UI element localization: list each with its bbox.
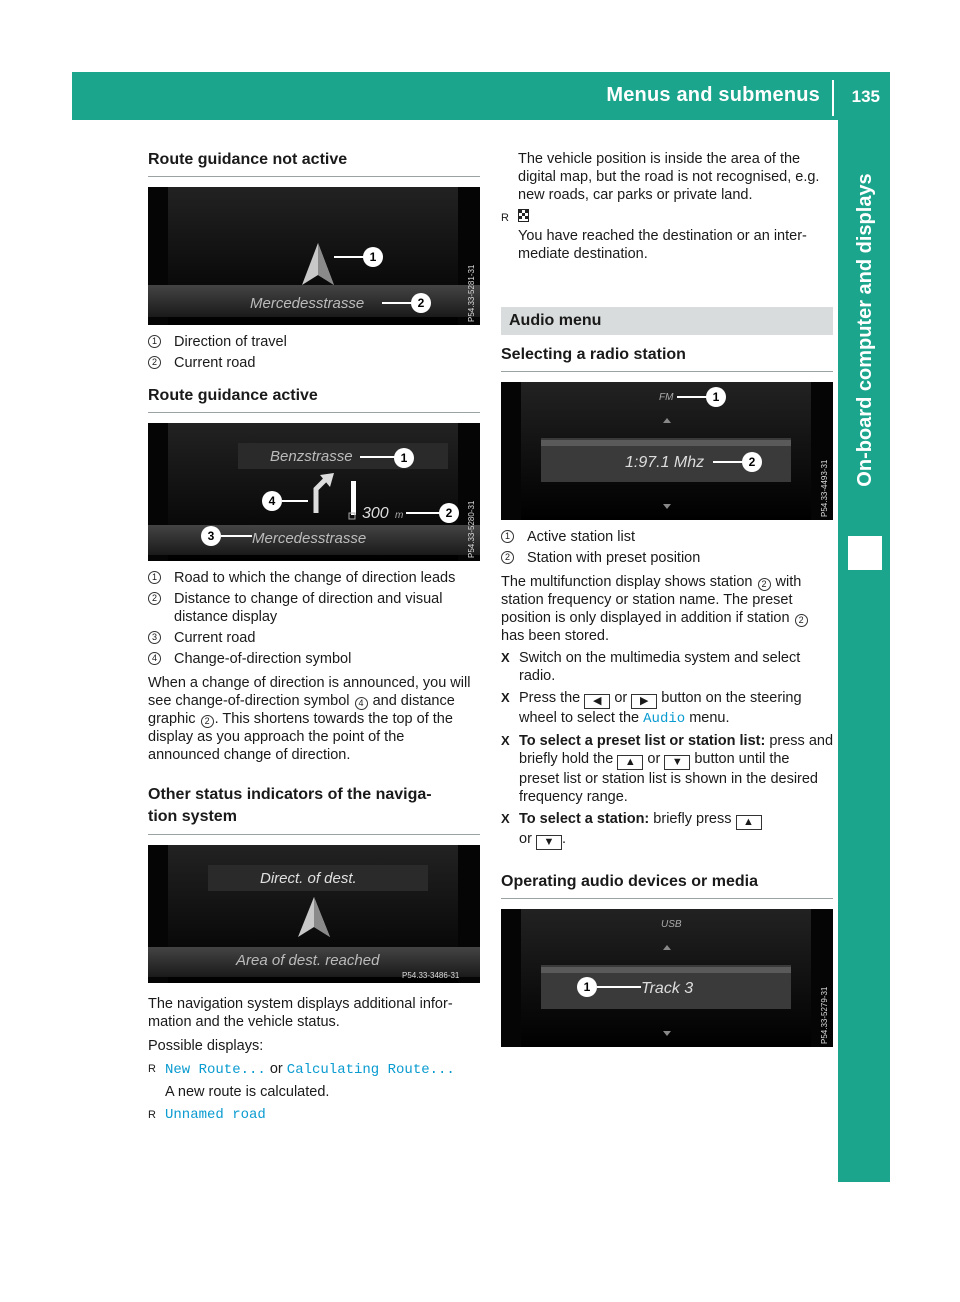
bullet-icon: R bbox=[148, 1109, 156, 1121]
bullet-item: R You have reached the destination or an intermediate destination. bbox=[501, 209, 833, 263]
legend-text: Road to which the change of direction leads bbox=[174, 570, 456, 586]
header-divider bbox=[832, 80, 834, 116]
figure-destination-reached bbox=[148, 845, 480, 983]
callout-2-icon: 2 bbox=[795, 614, 808, 627]
left-column bbox=[148, 150, 480, 1124]
paragraph: The vehicle position is inside the area of the digital map, but the road is not recognised, e.g. new roads, car parks or private land. bbox=[518, 151, 820, 203]
legend-item bbox=[501, 549, 833, 567]
legend-item bbox=[148, 569, 480, 587]
legend-item bbox=[148, 590, 480, 626]
step-arrow-icon: X bbox=[501, 733, 510, 748]
bullet-item: R New Route... or Calculating Route... A new route is calculated. bbox=[148, 1061, 455, 1100]
figure-radio-station bbox=[501, 382, 833, 520]
callout-1-icon: 1 bbox=[148, 335, 161, 348]
svg-text:m: m bbox=[395, 510, 404, 521]
svg-text:2: 2 bbox=[748, 455, 756, 469]
legend-text: Current road bbox=[174, 630, 256, 646]
image-code: P54.33-5279-31 bbox=[820, 986, 829, 1044]
bullet-icon: R bbox=[148, 1063, 156, 1075]
up-button-icon: ▲ bbox=[736, 815, 762, 830]
step-arrow-icon: X bbox=[501, 811, 510, 826]
image-code: P54.33-3486-31 bbox=[402, 971, 460, 980]
display-illustration bbox=[148, 845, 480, 983]
display-illustration bbox=[501, 382, 833, 520]
track-title: Track 3 bbox=[641, 980, 694, 997]
paragraph: The multifunction display shows station 2 with station frequency or station name. The preset position is only displayed in addition if station 2 has been stored. bbox=[501, 573, 833, 645]
instruction-step: X To select a station: briefly press ▲ or ▼ . bbox=[501, 810, 833, 850]
callout-2-icon: 2 bbox=[201, 715, 214, 728]
svg-text:3: 3 bbox=[207, 529, 215, 543]
page-number: 135 bbox=[851, 87, 880, 106]
current-road-text: Mercedesstrasse bbox=[252, 530, 367, 547]
legend-text: Active station list bbox=[527, 529, 635, 545]
side-tab-marker bbox=[848, 536, 882, 570]
legend-text: Change-of-direction symbol bbox=[174, 651, 352, 667]
instruction-step: X Switch on the multimedia system and select radio. bbox=[501, 650, 801, 684]
svg-text:2: 2 bbox=[417, 296, 425, 310]
legend-item bbox=[148, 333, 480, 351]
source-label: USB bbox=[661, 919, 682, 930]
distance-value: 300 bbox=[362, 505, 389, 522]
figure-route-active bbox=[148, 423, 480, 561]
legend-text: Station with preset position bbox=[527, 550, 701, 566]
image-code: P54.33-5281-31 bbox=[467, 264, 476, 322]
side-tab-label-wrap bbox=[850, 160, 880, 500]
callout-2-icon: 2 bbox=[148, 356, 161, 369]
heading-selecting-radio-station: Selecting a radio station bbox=[501, 345, 833, 372]
down-button-icon: ▼ bbox=[536, 835, 562, 850]
legend-text: Direction of travel bbox=[174, 334, 287, 350]
distance-bar bbox=[351, 481, 356, 515]
legend-list bbox=[148, 333, 480, 372]
band-label: FM bbox=[659, 392, 674, 403]
heading-operating-audio-devices: Operating audio devices or media bbox=[501, 872, 833, 899]
legend-item bbox=[148, 629, 480, 647]
legend-item bbox=[501, 528, 833, 546]
figure-route-not-active bbox=[148, 187, 480, 325]
image-code: P54.33-4493-31 bbox=[820, 459, 829, 517]
left-button-icon: ◀ bbox=[584, 694, 610, 709]
svg-text:1: 1 bbox=[712, 390, 720, 404]
svg-text:1: 1 bbox=[369, 250, 377, 264]
callout-1-icon: 1 bbox=[148, 571, 161, 584]
side-tab-label: On-board computer and displays bbox=[854, 173, 876, 487]
legend-list bbox=[501, 528, 833, 567]
next-road-text: Benzstrasse bbox=[270, 448, 353, 465]
callout-3-icon: 3 bbox=[148, 631, 161, 644]
callout-1-icon: 1 bbox=[501, 530, 514, 543]
legend-text: Distance to change of direction and visual distance display bbox=[174, 591, 443, 625]
section-banner-audio-menu: Audio menu bbox=[501, 307, 833, 335]
instruction-step: X Press the ◀ or ▶ button on the steering wheel to select the Audio menu. bbox=[501, 690, 802, 727]
figure-audio-media bbox=[501, 909, 833, 1047]
header-bar bbox=[72, 72, 890, 120]
svg-text:1: 1 bbox=[583, 980, 591, 994]
right-column bbox=[501, 150, 833, 1047]
destination-area-text: Area of dest. reached bbox=[236, 952, 380, 969]
paragraph: Possible displays: bbox=[148, 1038, 264, 1054]
heading-route-guidance-active: Route guidance active bbox=[148, 386, 480, 413]
svg-text:4: 4 bbox=[268, 494, 276, 508]
callout-2-icon: 2 bbox=[501, 551, 514, 564]
checkered-flag-icon bbox=[518, 209, 530, 222]
display-illustration bbox=[501, 909, 833, 1047]
svg-text:2: 2 bbox=[445, 506, 453, 520]
callout-2-icon: 2 bbox=[148, 592, 161, 605]
svg-text:1: 1 bbox=[400, 451, 408, 465]
step-arrow-icon: X bbox=[501, 690, 510, 705]
legend-list bbox=[148, 569, 480, 668]
paragraph: When a change of direction is announced, you will see change-of-direction symbol 4 and distance graphic 2 . This shortens towards the top of the display as you approach the point of the announced change of direction. bbox=[148, 675, 471, 763]
legend-text: Current road bbox=[174, 355, 256, 371]
direction-of-destination-text: Direct. of dest. bbox=[260, 870, 357, 887]
image-code: P54.33-5280-31 bbox=[467, 500, 476, 558]
callout-2-icon: 2 bbox=[758, 578, 771, 591]
header-title: Menus and submenus bbox=[606, 84, 820, 106]
display-illustration bbox=[148, 187, 480, 325]
bullet-icon: R bbox=[501, 212, 509, 224]
paragraph: The navigation system displays additional information and the vehicle status. bbox=[148, 996, 453, 1030]
down-button-icon: ▼ bbox=[664, 755, 690, 770]
bullet-item: R Unnamed road bbox=[148, 1107, 266, 1123]
display-illustration bbox=[148, 423, 480, 561]
callout-4-icon: 4 bbox=[148, 652, 161, 665]
heading-other-status-indicators: Other status indicators of the naviga- tion system bbox=[148, 784, 480, 835]
legend-item bbox=[148, 354, 480, 372]
heading-route-guidance-not-active: Route guidance not active bbox=[148, 150, 480, 177]
instruction-step: X To select a preset list or station list: press and briefly hold the ▲ or ▼ button until the preset list or station list is shown in the desired frequency range. bbox=[501, 733, 834, 805]
callout-4-icon: 4 bbox=[355, 697, 368, 710]
right-button-icon: ▶ bbox=[631, 694, 657, 709]
current-road-text: Mercedesstrasse bbox=[250, 295, 365, 312]
up-button-icon: ▲ bbox=[617, 755, 643, 770]
legend-item bbox=[148, 650, 480, 668]
station-frequency: 1:97.1 Mhz bbox=[625, 454, 705, 471]
step-arrow-icon: X bbox=[501, 650, 510, 665]
